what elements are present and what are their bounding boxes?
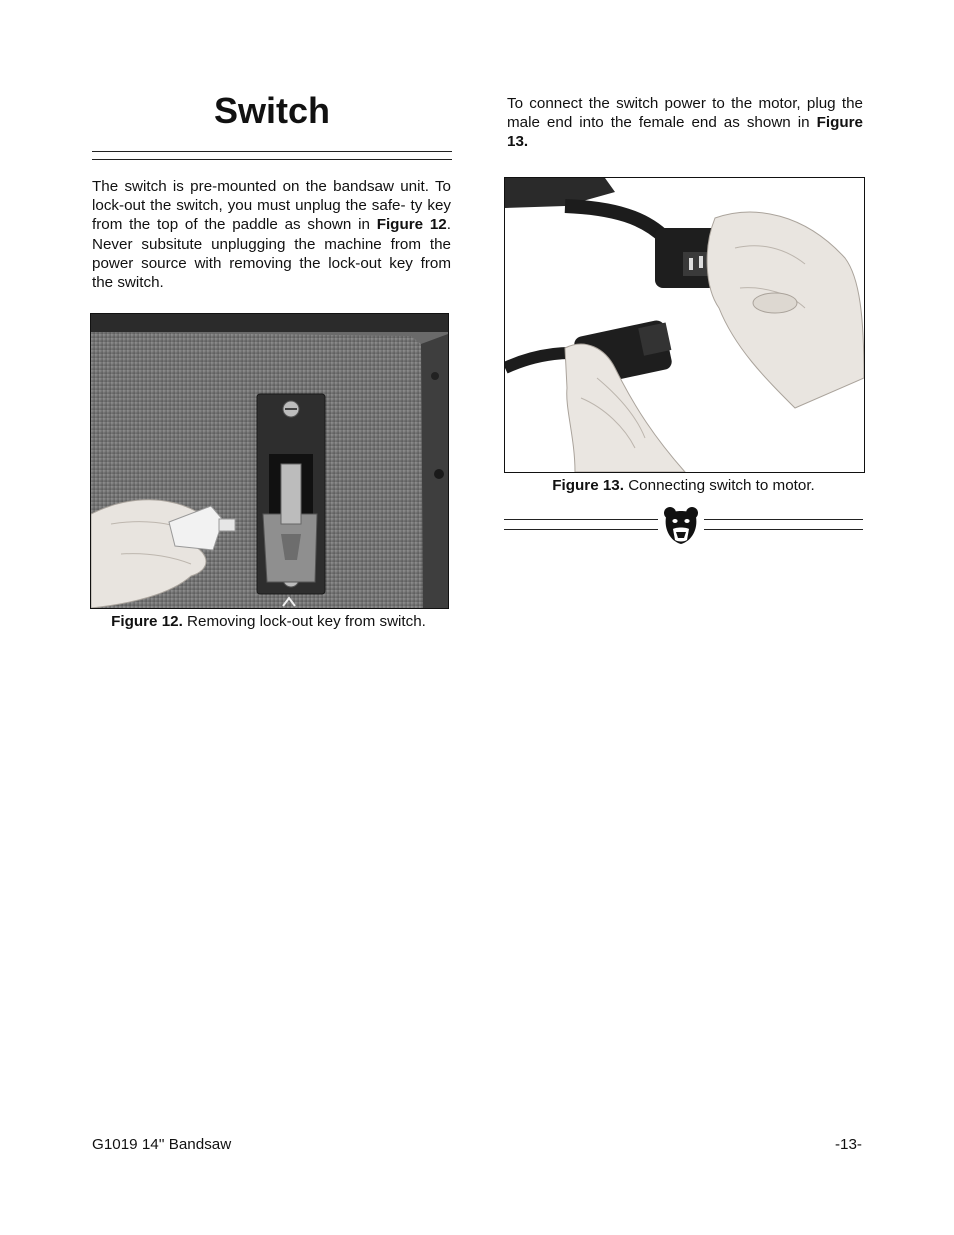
figure-reference: Figure 13. <box>507 114 863 151</box>
divider-rule-right-top <box>704 519 863 520</box>
paragraph-text: The switch is pre-mounted on the bandsaw unit. To lock-out the switch, you must unplug the safe- ty key from the top of the paddle as shown in <box>92 178 451 234</box>
figure-13-photo <box>504 177 865 473</box>
paragraph-text: To connect the switch power to the motor, plug the male end into the female end as shown in <box>507 95 863 132</box>
caption-text: Removing lock-out key from switch. <box>182 613 426 630</box>
divider-rule-left-top <box>504 519 658 520</box>
figure-label: Figure 13. <box>552 477 624 494</box>
divider-rule-left-bottom <box>504 529 658 530</box>
figure-label: Figure 12. <box>111 613 183 630</box>
footer-model: G1019 14'' Bandsaw <box>92 1136 232 1153</box>
figure-13-caption <box>504 476 863 495</box>
footer-page-number: -13- <box>834 1136 862 1153</box>
paragraph-text: . Never subsitute unplugging the machine from the power source with removing the lock-out key from the switch. <box>92 216 451 292</box>
switch-panel-illustration <box>91 314 448 608</box>
section-title: Switch <box>213 90 330 131</box>
title-rule-top <box>92 151 452 152</box>
title-rule-bottom <box>92 159 452 160</box>
power-cord-illustration <box>505 178 864 472</box>
divider-rule-right-bottom <box>704 529 863 530</box>
bear-logo-icon <box>662 505 700 545</box>
connect-description <box>507 94 863 152</box>
switch-description <box>92 177 451 292</box>
figure-reference: Figure 12 <box>376 216 447 234</box>
figure-12-photo <box>90 313 449 609</box>
caption-text: Connecting switch to motor. <box>623 477 815 494</box>
figure-12-caption <box>90 612 447 631</box>
